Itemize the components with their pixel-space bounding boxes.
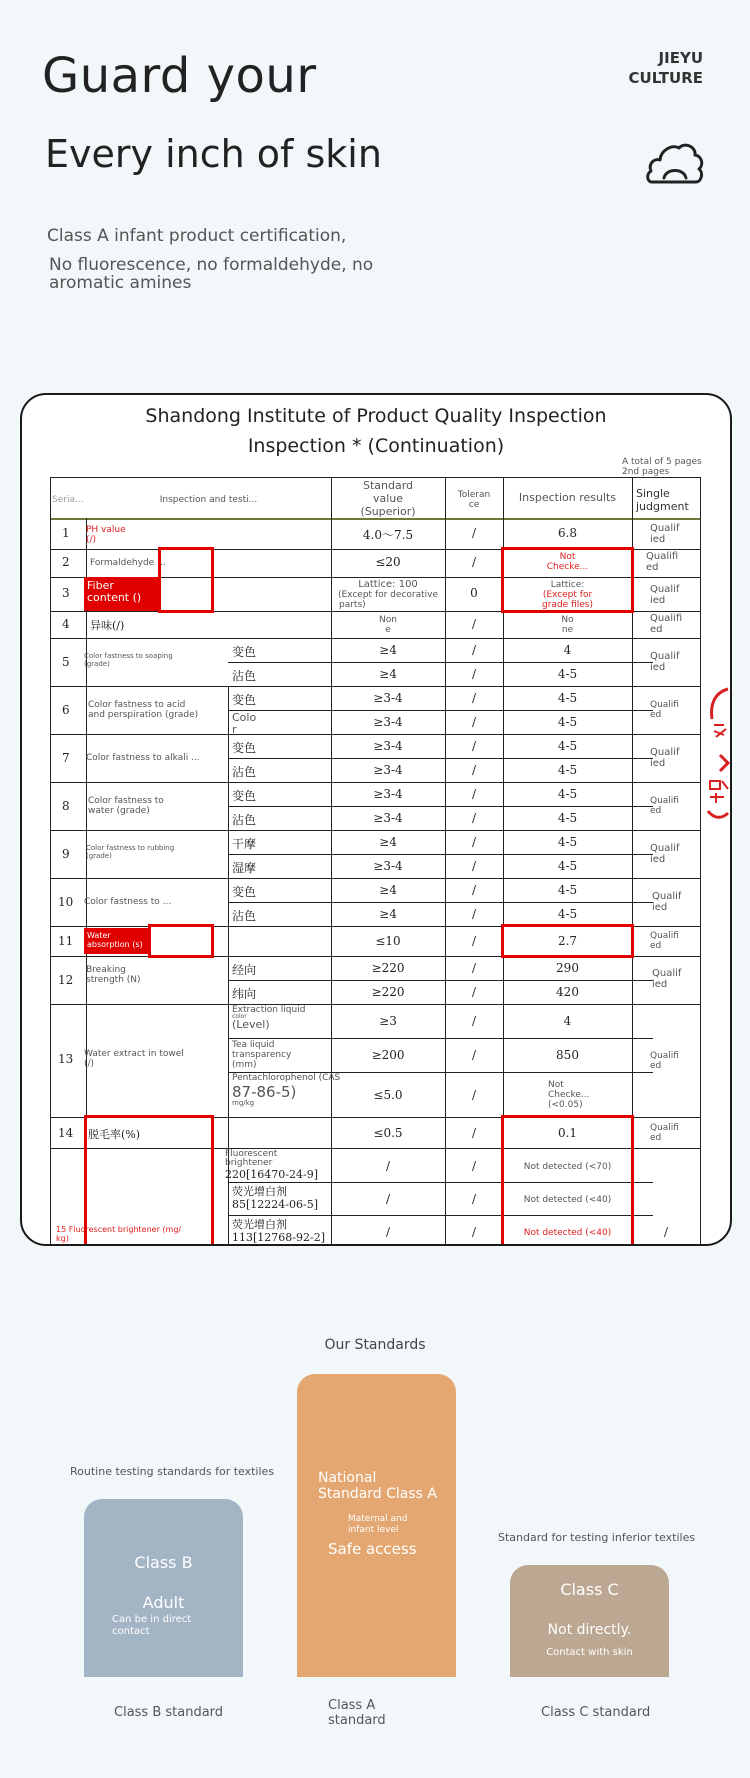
sub-item: 变色 [232,885,257,899]
item-color-fastness: Color fastness to ... [84,897,172,907]
sub-item: 纬向 [232,987,257,1001]
tolerance: / [471,1192,477,1206]
sub-item: 湿摩 [232,861,257,875]
item-odor: 异味(/) [90,619,125,632]
judgment: Qualif ied [650,843,680,865]
result-value: Lattice: (Except for grade files) [542,580,593,610]
result-value: 420 [556,985,579,999]
row-number: 8 [62,799,70,813]
item-water: Color fastness to water (grade) [88,796,164,816]
subtitle-certification: Class A infant product certification, [47,226,347,246]
tolerance: / [471,1126,477,1140]
standard-value: Non e [379,615,397,635]
sub-item: 变色 [232,693,257,707]
judgment: Qualif ied [650,747,680,769]
sub-item: 变色 [232,789,257,803]
sub-item: 荧光增白剂 85[12224-06-5] [232,1185,319,1211]
standard-value: ≥3-4 [373,715,403,729]
tolerance: / [471,835,477,849]
item-rubbing: Color fastness to rubbing (grade) [86,844,175,860]
brand-line1: JIEYU [658,49,703,67]
result-value: 4-5 [557,907,578,921]
standard-value: ≥3-4 [373,787,403,801]
standard-value: / [385,1192,391,1206]
result-value: Not detected (<70) [523,1162,612,1172]
brand-name [600,48,703,88]
standard-value: ≥3-4 [373,763,403,777]
result-value: 4-5 [557,763,578,777]
tolerance: / [471,526,477,540]
judgment: Qualifi ed [650,700,679,720]
tolerance: / [471,787,477,801]
result-value: No ne [561,615,574,635]
brand-line2: CULTURE [628,69,703,87]
tolerance: / [471,555,477,569]
row-number: 9 [62,847,70,861]
standard-value: ≥220 [371,985,405,999]
item-alkali: Color fastness to alkali ... [86,753,200,763]
row-number: 4 [62,617,70,631]
page-count-note: A total of 5 pages [622,457,702,467]
tolerance: / [471,907,477,921]
judgment: Qualifi ed [650,1051,679,1071]
sub-item: 沾色 [232,765,257,779]
class-c-contact: Contact with skin [546,1647,633,1658]
item-soaping: Color fastness to soaping (grade) [84,652,173,668]
tolerance: / [471,1088,477,1102]
result-value: Not detected (<40) [523,1195,612,1205]
judgment: Qualif ied [650,523,680,545]
sub-item: Extraction liquid color (Level) [232,1005,306,1031]
result-value: 4 [563,1014,572,1028]
tolerance: / [471,691,477,705]
tolerance: / [471,617,477,631]
sub-item: Pentachlorophenol (CAS 87-86-5) mg/kg [232,1073,341,1107]
row-number: 12 [58,973,74,987]
standard-value: ≥3-4 [373,739,403,753]
judgment: Qualifi ed [650,613,683,635]
class-a-caption: Class A standard [328,1698,386,1728]
judgment: / [663,1225,669,1239]
row-number: 13 [58,1052,74,1066]
tolerance: / [471,1225,477,1239]
judgment: Qualifi ed [646,551,679,573]
standard-value: ≤5.0 [373,1088,403,1102]
standard-value: ≥3-4 [373,859,403,873]
tolerance: / [471,763,477,777]
class-c-title: Class C [560,1580,619,1599]
result-value: 4-5 [557,691,578,705]
tolerance: 0 [470,586,478,600]
item-formaldehyde: Formaldehyde ... [90,558,166,568]
result-value: 4-5 [557,739,578,753]
class-a-title: National Standard Class A [318,1470,437,1502]
standard-value: ≥4 [379,907,397,921]
class-c-note: Not directly. [547,1622,632,1638]
standard-value: / [385,1159,391,1173]
result-value: 4 [563,643,572,657]
page-number-note: 2nd pages [622,467,670,477]
inspection-certificate [20,393,732,1246]
row-number: 7 [62,751,70,765]
tolerance: / [471,934,477,948]
tolerance: / [471,859,477,873]
result-value: 290 [556,961,579,975]
result-value: Not Checke... [546,552,589,572]
row-number: 1 [62,526,70,540]
header-results: Inspection results [518,491,617,504]
class-b-note: Can be in direct contact [112,1614,192,1637]
row-number: 6 [62,703,70,717]
tolerance: / [471,1014,477,1028]
standard-value: ≤20 [375,555,401,569]
sub-item: 荧光增白剂 113[12768-92-2] [232,1218,326,1244]
class-a-claim: Safe access [328,1540,417,1558]
class-b-title: Class B [134,1553,193,1572]
header-tolerance: Toleran ce [457,490,491,510]
tolerance: / [471,667,477,681]
standard-value: Lattice: 100 (Except for decorative parts) [337,579,438,610]
standard-value: ≥220 [371,961,405,975]
standard-value: ≥3-4 [373,691,403,705]
tolerance: / [471,961,477,975]
judgment: Qualif ied [650,651,680,673]
item-water-absorption-highlight: Water absorption (s) [84,928,150,954]
class-b-audience: Adult [142,1593,185,1612]
sub-item: Colo r [232,711,257,736]
tolerance: / [471,739,477,753]
tolerance: / [471,1048,477,1062]
sub-item: 沾色 [232,669,257,683]
item-fluorescent-brightener: 15 Fluorescent brightener (mg/ kg) [56,1225,182,1243]
result-value: 2.7 [557,934,578,948]
class-a-level: Maternal and infant level [348,1514,408,1535]
header-standard: Standard value (Superior) [360,479,416,518]
highlight-box [158,547,214,613]
judgment: Qualifi ed [650,796,679,816]
sub-item: Tea liquid transparency (mm) [232,1040,292,1070]
standard-value: ≥4 [379,643,397,657]
result-value: 4-5 [557,835,578,849]
tolerance: / [471,985,477,999]
sub-item: 沾色 [232,909,257,923]
item-water-extract: Water extract in towel (/) [84,1049,184,1069]
hero-title-line1: Guard your [42,48,317,104]
highlight-box [501,1115,634,1246]
red-seal-stamp [706,685,730,830]
row-number: 14 [58,1126,74,1140]
sub-item: 变色 [232,645,257,659]
standard-value: ≥4 [379,835,397,849]
standard-value: ≥4 [379,667,397,681]
item-acid-perspiration: Color fastness to acid and perspiration (grade) [88,700,199,720]
sub-item: 经向 [232,963,257,977]
judgment: Qualif ied [652,968,682,990]
result-value: 4-5 [557,811,578,825]
judgment: Qualif ied [650,584,680,606]
tolerance: / [471,883,477,897]
highlight-box [148,924,214,958]
tolerance: / [471,715,477,729]
certificate-subtitle: Inspection * (Continuation) [247,435,505,457]
sub-item: Fluorescent brightener 220[16470-24-9] [225,1149,319,1181]
class-c-card [510,1565,669,1677]
highlight-box [501,547,634,613]
item-breaking-strength: Breaking strength (N) [86,965,141,985]
judgment: Qualifi ed [650,1123,679,1143]
class-a-card [297,1374,456,1677]
class-b-card [84,1499,243,1677]
tolerance: / [471,811,477,825]
result-value: 6.8 [557,526,578,540]
standard-value: ≤0.5 [373,1126,403,1140]
result-value: Not detected (<40) [523,1228,612,1238]
subtitle-claims-line1: No fluorescence, no formaldehyde, no [49,255,374,275]
result-value: 4-5 [557,715,578,729]
class-b-description: Routine testing standards for textiles [70,1465,275,1478]
row-number: 5 [62,655,70,669]
result-value: 4-5 [557,859,578,873]
tolerance: / [471,1159,477,1173]
sub-item: 变色 [232,741,257,755]
result-value: 850 [556,1048,579,1062]
item-hair-loss: 脱毛率(%) [88,1128,141,1141]
result-value: 4-5 [557,787,578,801]
standard-value: 4.0～7.5 [362,528,414,542]
row-number: 11 [58,934,74,948]
header-judgment: Single judgment [636,487,689,513]
certificate-title: Shandong Institute of Product Quality Inspection [145,405,607,427]
standard-value: ≤10 [375,934,401,948]
result-value: Not Checke... (<0.05) [548,1080,590,1110]
standard-value: ≥3 [379,1014,397,1028]
sub-item: 干摩 [232,837,257,851]
class-c-caption: Class C standard [541,1705,651,1720]
highlight-box [501,924,634,958]
row-number: 10 [58,895,74,909]
row-number: 3 [62,586,70,600]
result-value: 4-5 [557,667,578,681]
header-serial: Seria... [52,495,84,505]
row-number: 2 [62,555,70,569]
judgment: Qualif ied [652,891,682,913]
tolerance: / [471,643,477,657]
result-value: 4-5 [557,883,578,897]
standard-value: ≥3-4 [373,811,403,825]
class-c-description: Standard for testing inferior textiles [498,1531,696,1544]
class-b-caption: Class B standard [114,1705,224,1720]
header-item: Inspection and testi... [159,495,258,505]
sub-item: 沾色 [232,813,257,827]
item-fiber-highlight: Fiber content () [84,577,160,611]
standard-value: ≥200 [371,1048,405,1062]
result-value: 0.1 [557,1126,578,1140]
standard-value: ≥4 [379,883,397,897]
standard-value: / [385,1225,391,1239]
hero-title-line2: Every inch of skin [45,132,382,176]
subtitle-claims-line2: aromatic amines [49,273,192,293]
judgment: Qualifi ed [650,931,679,951]
item-ph: PH value (/) [86,525,126,545]
highlight-box [84,1115,214,1246]
cloud-face-icon [646,138,704,190]
standards-heading: Our Standards [324,1337,426,1353]
